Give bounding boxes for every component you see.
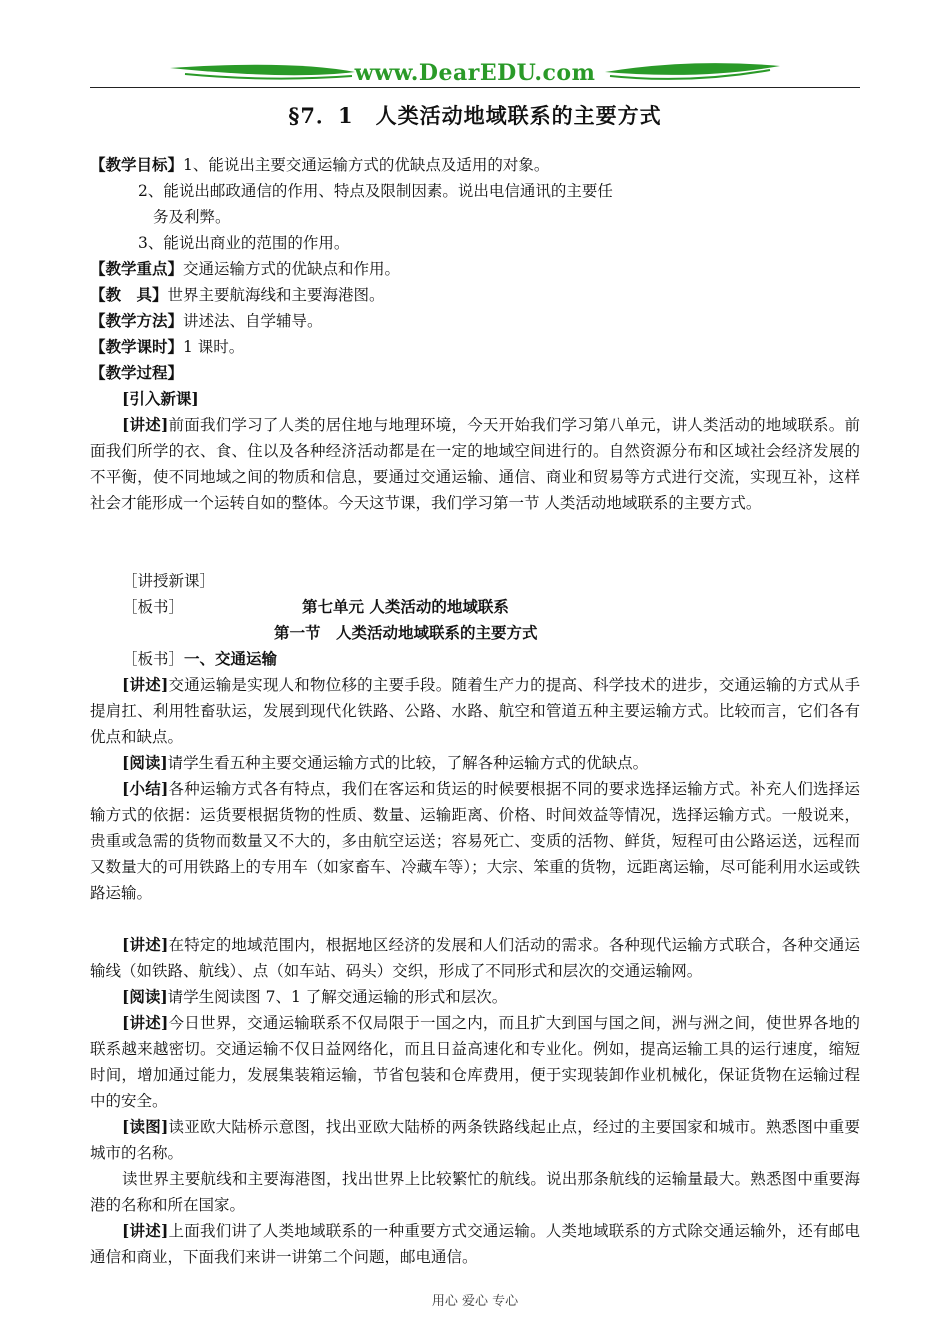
methods-line xyxy=(90,308,323,334)
board-line-1 xyxy=(122,594,509,620)
objectives-label: 【教学目标】 xyxy=(90,155,184,174)
paragraph-global xyxy=(90,1010,860,1114)
focus-line xyxy=(90,256,400,282)
paragraph-text: 在特定的地域范围内，根据地区经济的发展和人们活动的需求。各种现代运输方式联合，各种交通运输线（如铁路、航线）、点（如车站、码头）交织，形成了不同形式和层次的交通运输网。 xyxy=(90,936,860,980)
paragraph-network xyxy=(90,932,860,984)
paragraph-text: 交通运输是实现人和物位移的主要手段。随着生产力的提高、科学技术的进步，交通运输的方式从手提肩扛、利用牲畜驮运，发展到现代化铁路、公路、水路、航空和管道五种主要运输方式。比较而言，它们各有优点和缺点。 xyxy=(90,676,860,746)
tag-lecture: [讲述] xyxy=(122,935,169,954)
objective-1: 1、能说出主要交通运输方式的优缺点及适用的对象。 xyxy=(183,156,550,174)
paragraph-text: 前面我们学习了人类的居住地与地理环境，今天开始我们学习第八单元，讲人类活动的地域联系。前面我们所学的衣、食、住以及各种经济活动都是在一定的地域空间进行的。自然资源分布和区域社会经济发展的不平衡，使不同地域之间的物质和信息，要通过交通运输、通信、商业和贸易等方式进行交流，实现互补，这样社会才能形成一个运转自如的整体。今天这节课，我们学习第一节 人类活动地域联系的主要方式。 xyxy=(90,416,860,512)
process-label: 【教学过程】 xyxy=(90,363,184,382)
paragraph-text: 读亚欧大陆桥示意图，找出亚欧大陆桥的两条铁路线起止点，经过的主要国家和城市。熟悉图中重要城市的名称。 xyxy=(90,1118,860,1162)
board-tag: ［板书］ xyxy=(122,598,185,616)
intro-label: [引入新课] xyxy=(122,389,199,408)
paragraph-text: 请学生阅读图 7、1 了解交通运输的形式和层次。 xyxy=(167,988,508,1006)
tools-text: 世界主要航海线和主要海港图。 xyxy=(167,286,385,304)
tag-reading: [阅读] xyxy=(122,987,168,1006)
paragraph-text: 今日世界，交通运输联系不仅局限于一国之内，而且扩大到国与国之间，洲与洲之间，使世界各地的联系越来越密切。交通运输不仅日益网络化，而且日益高速化和专业化。例如，提高运输工具的运行速度，缩短时间，增加通过能力，发展集装箱运输，节省包装和仓库费用，便于实现装卸作业机械化，保证货物在运输过程中的安全。 xyxy=(90,1014,860,1110)
tag-map-reading: [读图] xyxy=(122,1117,169,1136)
page-title: §7．1 人类活动地域联系的主要方式 xyxy=(288,103,662,128)
new-lesson-label: ［讲授新课］ xyxy=(122,572,216,590)
objective-2b: 务及利弊。 xyxy=(153,208,231,226)
tag-lecture: [讲述] xyxy=(122,1013,169,1032)
methods-label: 【教学方法】 xyxy=(90,311,184,330)
paragraph-intro xyxy=(90,412,860,516)
paragraph-transition xyxy=(90,1218,860,1270)
paragraph-text: 请学生看五种主要交通运输方式的比较，了解各种运输方式的优缺点。 xyxy=(167,754,649,772)
tag-summary: [小结] xyxy=(122,779,169,798)
tools-label: 【教 具】 xyxy=(90,285,168,304)
hours-label: 【教学课时】 xyxy=(90,337,184,356)
methods-text: 讲述法、自学辅导。 xyxy=(183,312,323,330)
tag-reading: [阅读] xyxy=(122,753,168,772)
paragraph-reading-1 xyxy=(90,750,860,776)
page-footer: 用心 爱心 专心 xyxy=(431,1294,519,1309)
paragraph-summary xyxy=(90,776,860,906)
paragraph-reading-2 xyxy=(90,984,860,1010)
paragraph-text: 各种运输方式各有特点，我们在客运和货运的时候要根据不同的要求选择运输方式。补充人们选择运输方式的依据：运货要根据货物的性质、数量、运输距离、价格、时间效益等情况，选择运输方式。一般说来，贵重或急需的货物而数量又不大的，多由航空运送；容易死亡、变质的活物、鲜货，短程可由公路运送，远程而又数量大的可用铁路上的专用车（如家畜车、冷藏车等）；大宗、笨重的货物，远距离运输，尽可能利用水运或铁路运输。 xyxy=(90,780,860,902)
focus-label: 【教学重点】 xyxy=(90,259,184,278)
subsection-heading: 一、交通运输 xyxy=(184,649,278,668)
hours-line xyxy=(90,334,244,360)
tag-lecture: [讲述] xyxy=(122,415,169,434)
hours-text: 1 课时。 xyxy=(183,338,245,356)
paragraph-text: 上面我们讲了人类地域联系的一种重要方式交通运输。人类地域联系的方式除交通运输外，还有邮电通信和商业，下面我们来讲一讲第二个问题，邮电通信。 xyxy=(90,1222,860,1266)
objective-3: 3、能说出商业的范围的作用。 xyxy=(138,234,350,252)
section-heading: 第一节 人类活动地域联系的主要方式 xyxy=(274,623,538,642)
objectives-line-1 xyxy=(90,152,549,178)
header-rule xyxy=(90,87,860,88)
tools-line xyxy=(90,282,385,308)
paragraph-map-reading xyxy=(90,1114,860,1166)
board-tag: ［板书］ xyxy=(122,650,185,668)
unit-heading: 第七单元 人类活动的地域联系 xyxy=(302,597,509,616)
tag-lecture: [讲述] xyxy=(122,1221,169,1240)
objective-2a: 2、能说出邮政通信的作用、特点及限制因素。说出电信通讯的主要任 xyxy=(138,182,613,200)
tag-lecture: [讲述] xyxy=(122,675,169,694)
board-line-3 xyxy=(122,646,277,672)
focus-text: 交通运输方式的优缺点和作用。 xyxy=(183,260,401,278)
site-logo: www.DearEDU.com xyxy=(354,60,596,86)
paragraph-sea-routes: 读世界主要航线和主要海港图，找出世界上比较繁忙的航线。说出那条航线的运输量最大。熟悉图中重要海港的名称和所在国家。 xyxy=(90,1170,860,1214)
paragraph-transport xyxy=(90,672,860,750)
